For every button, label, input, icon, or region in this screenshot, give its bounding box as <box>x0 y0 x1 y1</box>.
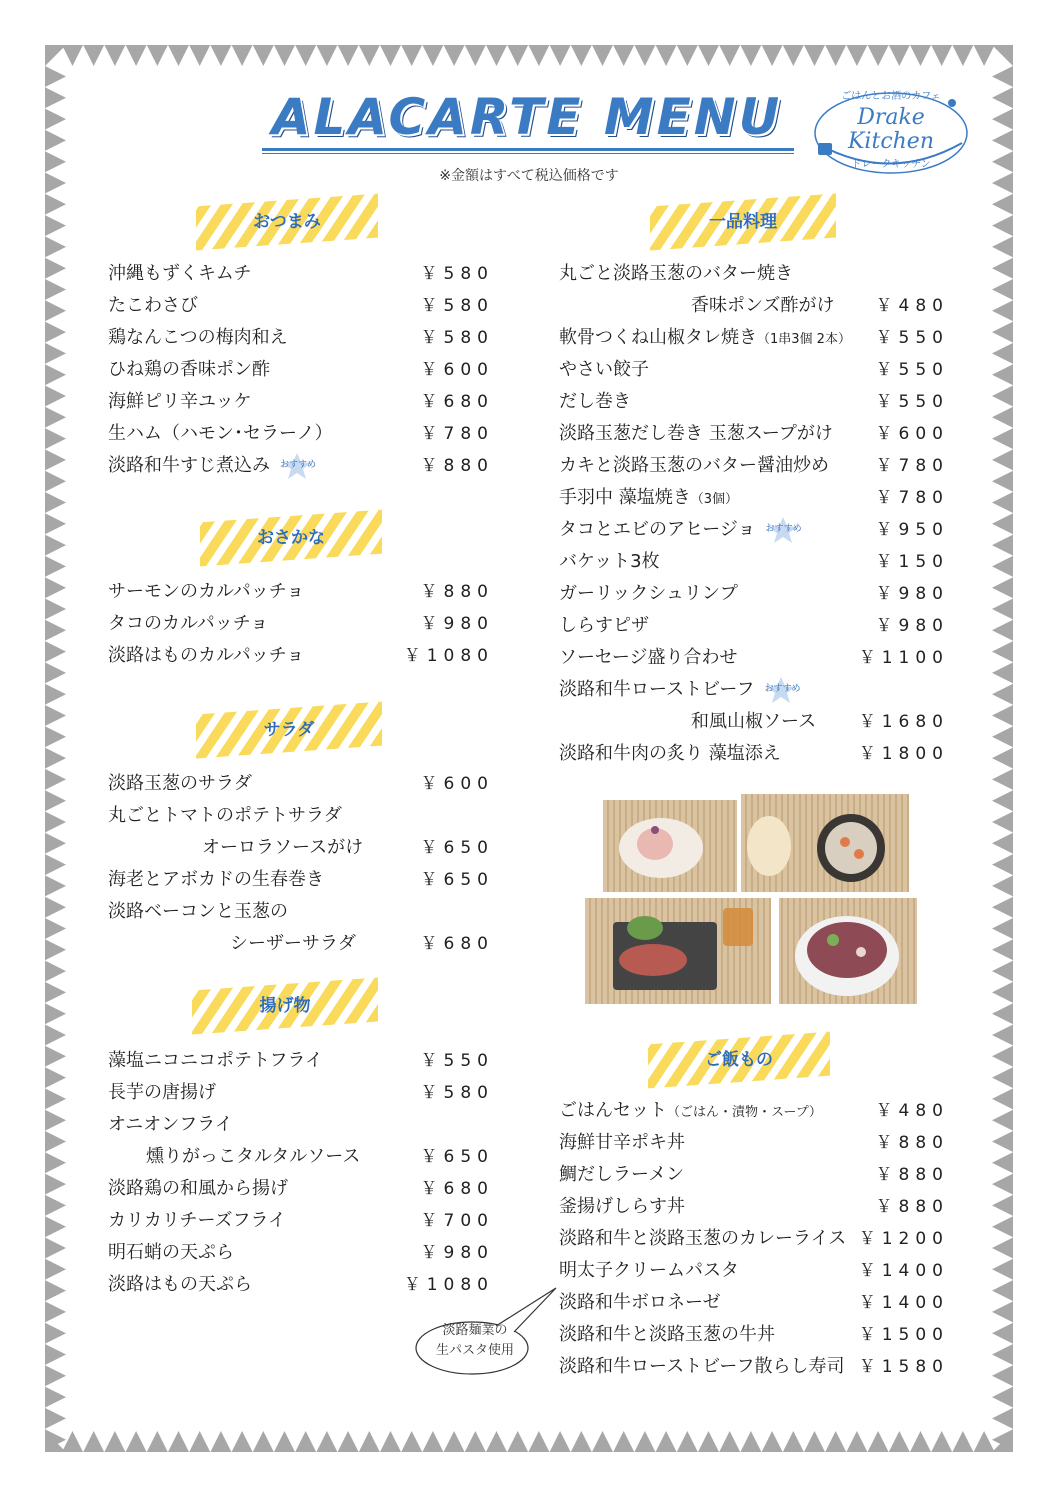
item-name-text: 軟骨つくね山椒タレ焼き <box>559 327 757 348</box>
menu-row <box>108 897 494 927</box>
item-price: ￥1100 <box>858 648 949 668</box>
menu-row <box>108 419 494 449</box>
item-name <box>108 641 304 671</box>
item-price: ￥880 <box>420 456 494 476</box>
item-name-text: 和風山椒ソース <box>691 711 817 732</box>
food-photos <box>583 790 919 1008</box>
item-name <box>108 897 288 927</box>
item-name-text: 淡路玉葱だし巻き 玉葱スープがけ <box>559 423 833 444</box>
item-name <box>559 1160 684 1190</box>
logo-kana: ドレークキッチン <box>851 159 931 170</box>
recommend-star-icon <box>762 675 801 705</box>
recommend-star-icon <box>278 451 317 481</box>
item-name-text: シーザーサラダ <box>230 933 356 954</box>
item-name-text: 海鮮ピリ辛ユッケ <box>108 391 252 412</box>
item-price: ￥600 <box>875 424 949 444</box>
category-gohan <box>648 1038 830 1082</box>
item-name-text: サーモンのカルパッチョ <box>108 581 305 602</box>
item-price: ￥780 <box>420 424 494 444</box>
item-name-text: タコとエビのアヒージョ <box>559 519 756 540</box>
recommend-label: おすすめ <box>764 684 801 694</box>
menu-row <box>559 1128 949 1158</box>
item-name-text: ごはんセット <box>559 1100 667 1121</box>
item-price: ￥580 <box>420 1083 494 1103</box>
item-name-text: やさい餃子 <box>559 359 649 380</box>
item-name-text: 淡路和牛ローストビーフ <box>559 679 755 700</box>
menu-row <box>559 739 949 769</box>
category-ippin <box>650 200 836 244</box>
item-name-text: 淡路和牛すじ煮込み <box>108 455 270 476</box>
item-name <box>108 609 268 639</box>
category-agemono <box>192 984 378 1028</box>
menu-row <box>108 451 494 481</box>
item-price: ￥1080 <box>403 1275 494 1295</box>
bubble-line-2: 生パスタ使用 <box>435 1343 514 1358</box>
bubble-line-1: 淡路麺業の <box>442 1323 508 1338</box>
item-name <box>108 387 252 417</box>
item-name-text: たこわさび <box>108 295 198 316</box>
menu-row <box>559 579 949 609</box>
item-name-text: タコのカルパッチョ <box>108 613 269 634</box>
menu-row <box>559 515 949 545</box>
item-name <box>108 1078 216 1108</box>
menu-row <box>108 1206 494 1236</box>
item-price: ￥1680 <box>858 712 949 732</box>
item-name <box>230 929 356 959</box>
item-name <box>559 739 781 769</box>
item-price: ￥780 <box>875 488 949 508</box>
item-name-text: カキと淡路玉葱のバター醤油炒め <box>559 455 829 476</box>
item-price: ￥680 <box>420 1179 494 1199</box>
item-name <box>108 259 251 289</box>
item-price: ￥1500 <box>858 1325 949 1345</box>
item-name <box>108 1110 233 1140</box>
item-name <box>202 833 363 863</box>
item-price: ￥980 <box>420 1243 494 1263</box>
item-name <box>108 577 304 607</box>
item-price: ￥1400 <box>858 1261 949 1281</box>
item-name <box>108 1174 288 1204</box>
item-name-text: 手羽中 藻塩焼き <box>559 487 691 508</box>
menu-row <box>108 323 494 353</box>
item-price: ￥700 <box>420 1211 494 1231</box>
item-name-text: 藻塩ニコニコポテトフライ <box>108 1050 323 1071</box>
item-price: ￥650 <box>420 870 494 890</box>
item-price: ￥880 <box>875 1197 949 1217</box>
menu-row <box>559 1320 949 1350</box>
menu-row <box>559 547 949 577</box>
menu-row <box>559 419 949 449</box>
menu-row <box>559 707 949 737</box>
item-name-text: 丸ごとトマトのポテトサラダ <box>108 805 342 826</box>
item-name <box>559 323 851 355</box>
item-name-text: ガーリックシュリンプ <box>559 583 738 604</box>
category-title: おつまみ <box>253 212 321 232</box>
item-name-text: 淡路和牛肉の炙り 藻塩添え <box>559 743 781 764</box>
item-name <box>108 323 288 353</box>
item-name-text: ソーセージ盛り合わせ <box>559 647 738 668</box>
item-name <box>559 547 660 577</box>
item-name-text: 長芋の唐揚げ <box>108 1082 216 1103</box>
item-name <box>108 801 342 831</box>
item-name <box>108 1206 286 1236</box>
item-name <box>559 1192 685 1222</box>
item-price: ￥980 <box>420 614 494 634</box>
item-price: ￥1200 <box>858 1229 949 1249</box>
item-price: ￥550 <box>420 1051 494 1071</box>
item-price: ￥950 <box>875 520 949 540</box>
menu-row <box>108 1078 494 1108</box>
item-price: ￥1400 <box>858 1293 949 1313</box>
item-name-text: バケット3枚 <box>559 551 660 572</box>
item-name <box>108 1270 252 1300</box>
item-name-text: 淡路ベーコンと玉葱の <box>108 901 288 922</box>
item-name-text: 丸ごと淡路玉葱のバター焼き <box>559 263 793 284</box>
item-name <box>108 769 252 799</box>
menu-row <box>108 259 494 289</box>
item-name <box>559 643 738 673</box>
item-name-text: オニオンフライ <box>108 1114 233 1135</box>
item-price: ￥650 <box>420 1147 494 1167</box>
page-title: ALACARTE MENU <box>271 88 783 146</box>
item-name-text: ひね鶏の香味ポン酢 <box>108 359 270 380</box>
item-price: ￥1580 <box>858 1357 949 1377</box>
item-name <box>691 291 834 321</box>
menu-row <box>559 611 949 641</box>
item-name-text: 燻りがっこタルタルソース <box>146 1146 361 1167</box>
item-price: ￥980 <box>875 616 949 636</box>
item-price: ￥580 <box>420 328 494 348</box>
item-name <box>559 419 833 449</box>
menu-row <box>108 1174 494 1204</box>
item-price: ￥600 <box>420 360 494 380</box>
category-osakana <box>200 516 382 560</box>
item-name-text: 淡路玉葱のサラダ <box>108 773 252 794</box>
menu-row <box>108 1046 494 1076</box>
item-price: ￥780 <box>875 456 949 476</box>
recommend-star-icon <box>764 515 802 545</box>
item-name-text: だし巻き <box>559 391 631 412</box>
menu-row <box>559 1160 949 1190</box>
item-name-text: 釜揚げしらす丼 <box>559 1196 685 1217</box>
food-photo-collage <box>583 790 919 1008</box>
recommend-label: おすすめ <box>279 460 317 470</box>
item-name <box>559 451 829 481</box>
item-name-text: 淡路はものカルパッチョ <box>108 645 305 666</box>
item-price: ￥550 <box>875 392 949 412</box>
item-name <box>559 1224 846 1254</box>
item-name <box>108 865 324 895</box>
logo-tagline: ごはんとお酒のカフェ <box>841 91 941 102</box>
item-name <box>108 419 333 449</box>
item-name-text: 鯛だしラーメン <box>559 1164 685 1185</box>
item-name-text: 香味ポンズ酢がけ <box>691 295 835 316</box>
tax-note: ※金額はすべて税込価格です <box>439 168 619 184</box>
item-name <box>559 1128 685 1158</box>
item-name <box>559 355 649 385</box>
menu-row <box>108 929 494 959</box>
item-name <box>559 675 801 705</box>
menu-row <box>559 1096 949 1126</box>
item-name <box>559 1288 721 1318</box>
menu-row <box>108 387 494 417</box>
item-name <box>146 1142 360 1172</box>
item-name-text: 淡路和牛ボロネーゼ <box>559 1292 721 1313</box>
item-name <box>108 355 270 385</box>
menu-row <box>559 387 949 417</box>
item-name-text: オーロラソースがけ <box>202 837 364 858</box>
item-name <box>108 451 317 481</box>
item-price: ￥1800 <box>858 744 949 764</box>
menu-row <box>108 833 494 863</box>
item-name-text: 淡路和牛と淡路玉葱のカレーライス <box>559 1228 847 1249</box>
menu-row <box>559 1224 949 1254</box>
item-name-text: 生ハム（ハモン･セラーノ） <box>108 423 333 444</box>
item-name <box>559 1320 775 1350</box>
item-price: ￥980 <box>875 584 949 604</box>
item-price: ￥680 <box>420 392 494 412</box>
menu-row <box>559 483 949 513</box>
menu-row <box>559 451 949 481</box>
menu-row <box>108 865 494 895</box>
menu-row <box>559 675 949 705</box>
category-title: 揚げ物 <box>259 996 311 1016</box>
item-price: ￥550 <box>875 360 949 380</box>
item-name <box>559 611 649 641</box>
item-price: ￥600 <box>420 774 494 794</box>
menu-row <box>108 1142 494 1172</box>
item-price: ￥880 <box>875 1165 949 1185</box>
item-price: ￥650 <box>420 838 494 858</box>
menu-row <box>559 291 949 321</box>
menu-row <box>559 643 949 673</box>
item-name-text: 明石蛸の天ぷら <box>108 1242 234 1263</box>
menu-row <box>108 1238 494 1268</box>
menu-row <box>108 355 494 385</box>
item-name <box>559 1352 844 1382</box>
item-price: ￥480 <box>875 296 949 316</box>
menu-row <box>559 1352 949 1382</box>
category-salad <box>196 708 382 752</box>
item-name-text: 淡路はもの天ぷら <box>108 1274 252 1295</box>
item-name-text: 沖縄もずくキムチ <box>108 263 252 284</box>
logo-word-2: Kitchen <box>848 129 934 154</box>
menu-row <box>559 323 949 353</box>
item-name-text: 淡路和牛と淡路玉葱の牛丼 <box>559 1324 775 1345</box>
menu-row <box>108 641 494 671</box>
item-name <box>559 387 631 417</box>
bubble-text <box>420 1321 530 1361</box>
menu-row <box>108 801 494 831</box>
item-price: ￥550 <box>875 328 949 348</box>
category-title: おさかな <box>257 528 325 548</box>
menu-row <box>559 1192 949 1222</box>
item-name <box>108 291 198 321</box>
menu-row <box>108 1110 494 1140</box>
item-price: ￥1080 <box>403 646 494 666</box>
item-price: ￥480 <box>875 1101 949 1121</box>
item-name-text: 明太子クリームパスタ <box>559 1260 739 1281</box>
item-price: ￥680 <box>420 934 494 954</box>
menu-row <box>108 577 494 607</box>
item-name <box>559 1256 739 1286</box>
item-note: （3個） <box>690 492 739 507</box>
category-title: 一品料理 <box>709 212 777 232</box>
title-underline <box>262 148 794 151</box>
item-price: ￥150 <box>875 552 949 572</box>
item-price: ￥580 <box>420 296 494 316</box>
menu-row <box>108 609 494 639</box>
item-name-text: 淡路和牛ローストビーフ散らし寿司 <box>559 1356 845 1377</box>
item-name <box>559 259 793 289</box>
item-name-text: 海鮮甘辛ポキ丼 <box>559 1132 685 1153</box>
menu-row <box>108 769 494 799</box>
item-name-text: 淡路鶏の和風から揚げ <box>108 1178 288 1199</box>
item-name-text: 鶏なんこつの梅肉和え <box>108 327 288 348</box>
item-note: （ごはん・漬物・スープ） <box>667 1105 822 1120</box>
category-title: ご飯もの <box>705 1050 773 1070</box>
item-note: （1串3個 2本） <box>757 332 851 347</box>
item-name <box>108 1046 323 1076</box>
item-name <box>559 579 738 609</box>
item-name-text: 海老とアボカドの生春巻き <box>108 869 324 890</box>
item-name-text: カリカリチーズフライ <box>108 1210 287 1231</box>
menu-row <box>559 355 949 385</box>
item-price: ￥880 <box>420 582 494 602</box>
title-underline-thin <box>262 153 794 154</box>
logo-word-1: Drake <box>857 105 925 130</box>
category-title: サラダ <box>263 720 315 740</box>
item-price: ￥880 <box>875 1133 949 1153</box>
menu-row <box>559 259 949 289</box>
item-name <box>559 1096 822 1128</box>
menu-row <box>108 291 494 321</box>
recommend-label: おすすめ <box>765 524 802 534</box>
item-name <box>108 1238 234 1268</box>
item-name <box>691 707 816 737</box>
menu-row <box>559 1288 949 1318</box>
item-name <box>559 483 738 515</box>
item-price: ￥580 <box>420 264 494 284</box>
item-name-text: しらすピザ <box>559 615 649 636</box>
category-otsumami <box>196 200 378 244</box>
item-name <box>559 515 802 545</box>
menu-row <box>559 1256 949 1286</box>
logo <box>812 85 970 177</box>
